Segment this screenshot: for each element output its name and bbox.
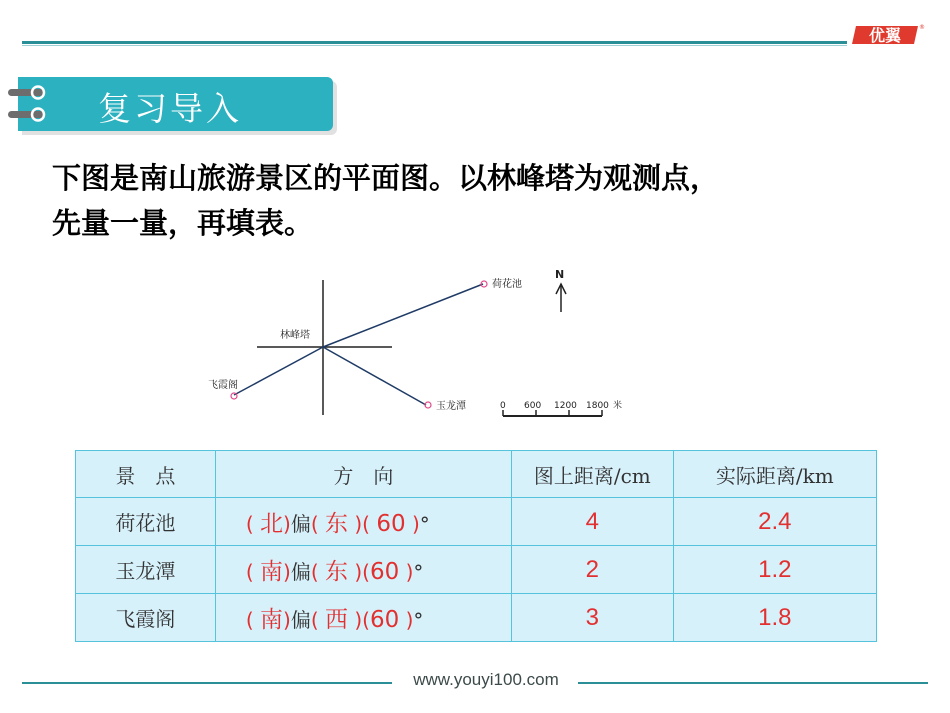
table-row: [76, 498, 877, 546]
feixiage-marker: [231, 393, 237, 399]
place-cell: 飞霞阁: [76, 594, 216, 642]
scale-label-1800: 1800: [586, 401, 609, 411]
direction-answer-2: 东: [325, 559, 348, 585]
section-tab: [18, 77, 333, 131]
scale-label-0: 0: [500, 401, 506, 411]
footer-rule-left: [22, 682, 392, 684]
header-direction: 方 向: [215, 451, 511, 498]
real-distance-cell: [673, 594, 876, 642]
direction-cell: ( 南)偏( 东 )(60 )°: [215, 546, 511, 594]
angle-answer: 60: [369, 607, 400, 633]
brand-mark: ®: [919, 24, 925, 31]
real-distance-cell: [673, 498, 876, 546]
table-row: [76, 546, 877, 594]
brand-logo: [852, 22, 925, 46]
header-rule-thin: [22, 45, 847, 46]
real-distance-answer: 1.2: [758, 555, 792, 583]
direction-answer-2: 东: [325, 511, 348, 537]
angle-answer: 60: [369, 559, 400, 585]
table-row: [76, 594, 877, 642]
footer-url: www.youyi100.com: [413, 670, 559, 689]
map-label-feixiage: 飞霞阁: [208, 380, 238, 391]
map-distance-answer: 4: [585, 507, 599, 535]
map-distance-cell: [511, 546, 673, 594]
angle-answer: 60: [376, 511, 406, 537]
answer-table: [75, 450, 877, 642]
header-place: 景 点: [76, 451, 216, 498]
place-cell: 玉龙潭: [76, 546, 216, 594]
footer-rule-right: [578, 682, 928, 684]
map-label-hehuachi: 荷花池: [492, 279, 522, 290]
direction-cell: ( 南)偏( 西 )(60 )°: [215, 594, 511, 642]
real-distance-cell: [673, 546, 876, 594]
header-map-distance: 图上距离/cm: [511, 451, 673, 498]
place-cell: 荷花池: [76, 498, 216, 546]
direction-cell: ( 北)偏( 东 )( 60 )°: [215, 498, 511, 546]
north-label: N: [555, 268, 565, 281]
brand-logo-text: 优翼: [868, 26, 902, 45]
real-distance-answer: 1.8: [758, 603, 792, 631]
route-to-feixiage: [234, 347, 323, 395]
map-distance-cell: [511, 594, 673, 642]
map-distance-answer: 2: [585, 555, 599, 583]
map-label-yulongtan: 玉龙潭: [436, 401, 466, 412]
binder-rings-icon: [8, 81, 56, 127]
scale-label-600: 600: [524, 401, 542, 411]
route-to-yulongtan: [323, 347, 426, 405]
map-distance-answer: 3: [585, 603, 599, 631]
direction-answer-1: 南: [260, 607, 284, 633]
map-distance-cell: [511, 498, 673, 546]
direction-answer-2: 西: [325, 607, 348, 633]
scale-label-1200: 1200: [554, 401, 577, 411]
scenic-area-map: [200, 260, 640, 440]
direction-answer-1: 南: [260, 559, 284, 585]
header-real-distance: 实际距离/km: [673, 451, 876, 498]
table-header-row: [76, 451, 877, 498]
problem-line-2: 先量一量，再填表。: [52, 206, 314, 240]
scale-unit: 米: [613, 401, 623, 411]
map-label-origin: 林峰塔: [280, 330, 310, 341]
route-to-hehuachi: [323, 284, 483, 347]
header-rule: [22, 41, 847, 44]
direction-answer-1: 北: [260, 511, 284, 537]
section-title: 复习导入: [98, 89, 242, 128]
problem-text: [52, 156, 912, 246]
problem-line-1: 下图是南山旅游景区的平面图。以林峰塔为观测点，: [52, 161, 720, 195]
real-distance-answer: 2.4: [758, 507, 792, 535]
